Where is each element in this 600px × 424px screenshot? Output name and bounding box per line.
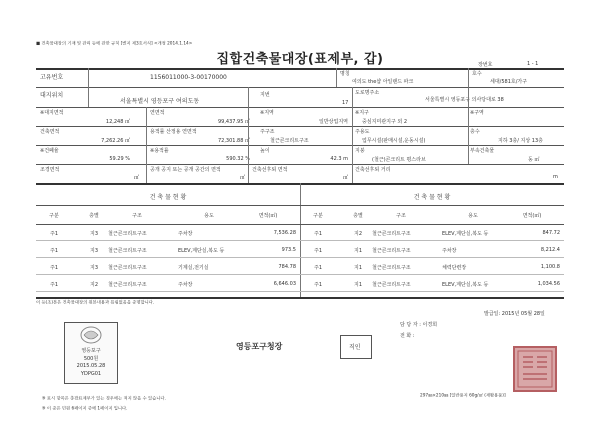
far-floor-area-label: 용적률 산정용 연면적 xyxy=(150,129,197,135)
right-cell: 지1 xyxy=(353,248,362,254)
right-cell: 철근콘크리트구조 xyxy=(372,265,411,271)
left-cell: 주1 xyxy=(49,282,58,288)
right-col-header: 구분 xyxy=(313,213,323,219)
footnote: ※ 이 증은 민원 6페이지 중에 1페이지 입니다. xyxy=(42,405,128,411)
floor-area-ratio-label: ※용적률 xyxy=(150,148,169,154)
left-cell: 지3 xyxy=(89,231,98,237)
unit-count-label: 호수 xyxy=(472,71,482,77)
right-cell: 1,100.8 xyxy=(540,264,560,270)
row-divider xyxy=(300,257,564,258)
right-cell: 철근콘크리트구조 xyxy=(372,231,411,237)
right-cell: 체력단련장 xyxy=(442,265,467,271)
left-cell: 지2 xyxy=(89,282,98,288)
column-rule xyxy=(88,68,89,107)
right-cell: 847.72 xyxy=(542,230,560,236)
lot-number-label: 지번 xyxy=(260,92,270,98)
column-rule xyxy=(248,87,249,183)
row-divider xyxy=(300,291,564,292)
roof-label: 지붕 xyxy=(355,148,365,154)
building-name-label: 명칭 xyxy=(340,71,350,77)
right-cell: 주1 xyxy=(313,231,322,237)
landscape-unit: ㎡ xyxy=(134,175,140,181)
main-use-label: 주용도 xyxy=(355,129,370,135)
right-col-header: 층별 xyxy=(353,213,363,219)
open-space-unit: ㎡ xyxy=(240,175,246,181)
building-name-value: 여의도 the샵 아일랜드 파크 xyxy=(352,79,414,85)
site-location-value: 서울특별시 영등포구 여의도동 xyxy=(120,98,200,105)
main-structure-value: 철근콘크리트구조 xyxy=(270,138,309,144)
official-seal-box xyxy=(340,335,372,359)
column-rule xyxy=(468,68,469,164)
document-title: 집합건축물대장(표제부, 갑) xyxy=(216,52,384,67)
unit-count-value: 세대/581호/가구 xyxy=(490,79,528,85)
unique-number-value: 1156011000-3-00170000 xyxy=(150,74,227,81)
officer-name: 담 당 자 : 이경희 xyxy=(400,322,438,328)
left-cell: 철근콘크리트구조 xyxy=(108,231,147,237)
right-cell: 주1 xyxy=(313,265,322,271)
left-col-header: 용도 xyxy=(204,213,214,219)
left-col-header: 구조 xyxy=(132,213,142,219)
right-cell: 지2 xyxy=(353,231,362,237)
paper-spec: 297㎜×210㎜ [일반용지 60g/㎡ (재활용품)] xyxy=(420,392,506,398)
setback-area-label: 건축선후퇴 면적 xyxy=(252,167,288,173)
left-col-header: 면적(㎡) xyxy=(258,213,278,219)
page-number-label: 장번호 xyxy=(478,62,493,68)
right-cell: 철근콘크리트구조 xyxy=(372,248,411,254)
page-number: 1 - 1 xyxy=(527,61,539,67)
lot-number-value: 17 xyxy=(342,100,349,106)
left-cell: 7,536.28 xyxy=(273,230,296,236)
certification-text: 이 등(초)본은 건축물대장의 원본내용과 틀림없음을 증명합니다. xyxy=(36,299,155,305)
left-cell: 지3 xyxy=(89,265,98,271)
right-col-header: 면적(㎡) xyxy=(522,213,542,219)
far-floor-area-value: 72,301.88 ㎡ xyxy=(217,138,250,144)
road-address-value: 서울특별시 영등포구 의사당대로 38 xyxy=(425,97,504,103)
right-cell: 8,212.4 xyxy=(540,247,560,253)
issuer-name: 영등포구청장 xyxy=(236,342,283,351)
zone-value: 일반상업지역 xyxy=(319,119,348,125)
phone-label: 전 화 : xyxy=(400,333,415,339)
right-cell: 주차장 xyxy=(442,248,457,254)
left-cell: 주차장 xyxy=(178,231,193,237)
row-divider xyxy=(300,224,564,225)
setback-distance-label: 건축선후퇴 거리 xyxy=(355,167,391,173)
right-cell: 철근콘크리트구조 xyxy=(372,282,411,288)
main-structure-label: 주구조 xyxy=(260,129,275,135)
left-cell: ELEV,계단실,복도 등 xyxy=(178,248,225,254)
left-cell: 철근콘크리트구조 xyxy=(108,282,147,288)
site-area-value: 12,248 ㎡ xyxy=(105,119,130,125)
left-cell: 철근콘크리트구조 xyxy=(108,265,147,271)
main-use-value: 업무시설(판매시설,운동시설) xyxy=(362,138,426,144)
issue-date: 발급일: 2015년 05월 28일 xyxy=(484,311,545,317)
left-cell: 주차장 xyxy=(178,282,193,288)
row-divider xyxy=(36,145,564,146)
annex-value: 동 ㎡ xyxy=(528,157,540,163)
left-cell: 주1 xyxy=(49,248,58,254)
status-title-right: 건 축 물 현 황 xyxy=(413,194,451,201)
stamp-line: 2015.05.28 xyxy=(76,363,106,369)
right-cell: 지1 xyxy=(353,265,362,271)
site-area-label: ※대지면적 xyxy=(40,110,64,116)
table-top-border xyxy=(36,68,564,70)
left-cell: 6,646.03 xyxy=(273,281,296,287)
row-divider xyxy=(36,224,300,225)
left-cell: 973.5 xyxy=(281,247,296,253)
open-space-label: 공개 공지 또는 공개 공간의 면적 xyxy=(150,167,221,173)
annex-label: 부속건축물 xyxy=(470,148,495,154)
column-rule xyxy=(146,107,147,183)
height-label: 높이 xyxy=(260,148,270,154)
left-cell: 주1 xyxy=(49,265,58,271)
column-rule xyxy=(352,87,353,183)
red-official-seal xyxy=(513,346,557,392)
row-divider xyxy=(36,107,564,108)
building-area-value: 7,262.26 ㎡ xyxy=(101,138,130,144)
setback-area-unit: ㎡ xyxy=(343,175,349,181)
right-col-header: 용도 xyxy=(468,213,478,219)
site-location-label: 대지위치 xyxy=(40,92,64,99)
setback-distance-unit: m xyxy=(553,174,558,180)
right-cell: ELEV,계단실,복도 등 xyxy=(442,282,489,288)
footnote: ※ 표시 항목은 총괄표제부가 있는 경우에는 적지 않을 수 있습니다. xyxy=(42,395,166,401)
row-divider xyxy=(36,291,300,292)
row-divider xyxy=(36,126,564,127)
left-cell: 주1 xyxy=(49,231,58,237)
right-col-header: 구조 xyxy=(396,213,406,219)
coverage-ratio-value: 59.29 % xyxy=(109,156,130,162)
landscape-label: 조경면적 xyxy=(40,167,60,173)
left-cell: 784.78 xyxy=(278,264,296,270)
row-divider xyxy=(36,164,564,165)
floors-value: 지하 3층/ 지상 13층 xyxy=(498,138,543,144)
right-cell: 1,034.56 xyxy=(537,281,560,287)
section-label: ※구역 xyxy=(470,110,484,116)
column-rule xyxy=(336,68,337,87)
unique-number-label: 고유번호 xyxy=(40,74,64,81)
row-divider xyxy=(300,240,564,241)
left-cell: 기계실,전기실 xyxy=(178,265,209,271)
seal-pattern-icon xyxy=(515,348,555,390)
right-cell: 지1 xyxy=(353,282,362,288)
roof-value: (철근)콘크리트 평스라브 xyxy=(372,157,426,163)
right-cell: 주1 xyxy=(313,282,322,288)
header-note: ■ 건축물대장의 기재 및 관리 등에 관한 규칙 [별지 제3호서식] <개정 2014.1.14> xyxy=(36,40,193,46)
right-cell: ELEV,계단실,복도 등 xyxy=(442,231,489,237)
coverage-ratio-label: ※건폐율 xyxy=(40,148,59,154)
left-col-header: 구분 xyxy=(49,213,59,219)
row-divider xyxy=(300,274,564,275)
stamp-line: YDPG01 xyxy=(80,371,102,377)
district-value: 중심지미관지구 외 2 xyxy=(362,119,408,125)
seal-label: 직인 xyxy=(349,344,361,351)
stamp-line: 영등포구 xyxy=(81,348,101,354)
row-divider xyxy=(36,87,564,88)
row-divider xyxy=(36,205,564,206)
revenue-stamp xyxy=(64,322,118,384)
row-divider xyxy=(36,274,300,275)
zone-label: ※지역 xyxy=(260,110,274,116)
floor-area-ratio-value: 590.32 % xyxy=(226,156,250,162)
left-cell: 지3 xyxy=(89,248,98,254)
status-title-left: 건 축 물 현 황 xyxy=(149,194,187,201)
left-col-header: 층별 xyxy=(89,213,99,219)
row-divider xyxy=(36,240,300,241)
row-divider xyxy=(36,257,300,258)
total-floor-area-value: 99,437.95 ㎡ xyxy=(217,119,250,125)
building-area-label: 건축면적 xyxy=(40,129,60,135)
stamp-line: 500원 xyxy=(83,356,99,362)
stamp-emblem-icon xyxy=(66,325,116,345)
left-cell: 철근콘크리트구조 xyxy=(108,248,147,254)
right-cell: 주1 xyxy=(313,248,322,254)
height-value: 42.3 m xyxy=(330,156,348,162)
district-label: ※지구 xyxy=(355,110,369,116)
floors-label: 층수 xyxy=(470,129,480,135)
road-address-label: 도로명주소 xyxy=(355,90,380,96)
total-floor-area-label: 연면적 xyxy=(150,110,165,116)
